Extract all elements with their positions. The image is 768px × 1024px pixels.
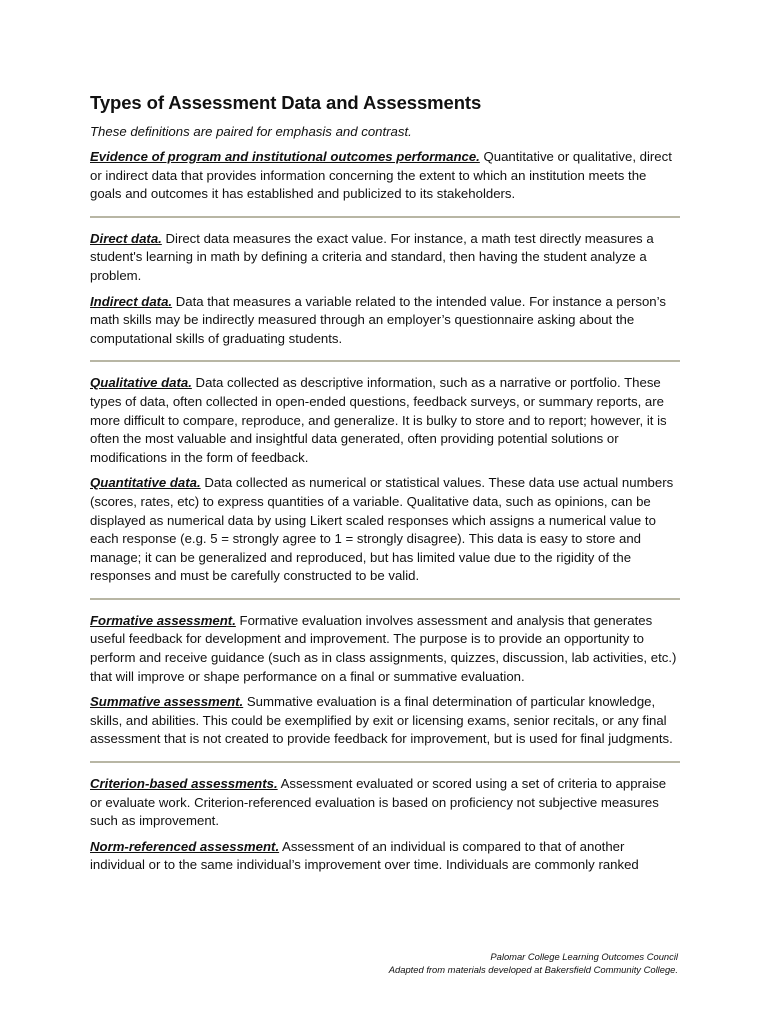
- page-footer: [389, 950, 678, 976]
- document-page: [90, 92, 680, 882]
- page-subtitle: These definitions are paired for emphasis and contrast.: [90, 124, 412, 139]
- definition-paragraph: [90, 693, 680, 749]
- definition-text: Formative evaluation involves assessment and analysis that generates useful feedback for development and improvement. The purpose is to provide an opportunity to perform and receive guidance (such as in class assignments, quizzes, discussion, lab activities, etc.) that will improve or shape performance on a final or summative evaluation.: [90, 612, 677, 684]
- definition-paragraph: [90, 230, 680, 286]
- section-divider: [90, 598, 680, 600]
- definition-text: Quantitative or qualitative, direct or indirect data that provides information concerning the extent to which an institution meets the goals and outcomes it has established and publicized to its stakeholders.: [90, 149, 672, 202]
- definition-term: Indirect data.: [90, 293, 173, 309]
- section-divider: [90, 761, 680, 763]
- footer-council: Palomar College Learning Outcomes Council: [490, 951, 678, 962]
- definition-text: Data that measures a variable related to the intended value. For instance a person’s math skills may be indirectly measured through an employer’s questionnaire asking about the computational skills of graduating students.: [90, 293, 666, 346]
- section-direct-indirect: [90, 230, 680, 349]
- section-divider: [90, 360, 680, 362]
- definition-text: Assessment of an individual is compared to that of another individual or to the same individual’s improvement over time. Individuals are commonly ranked: [90, 838, 639, 873]
- definition-text: Data collected as numerical or statistical values. These data use actual numbers (scores, rates, etc) to express quantities of a variable. Qualitative data, such as opinions, can be displayed as numerical data by using Likert scaled responses which assigns a numerical value to each response (e.g. 5 = strongly agree to 1 = strongly disagree). This data is easy to store and manage; it can be generalized and reproduced, but has limited value due to the rigidity of the responses and must be carefully constructed to be valid.: [90, 475, 674, 584]
- section-qualitative-quantitative: [90, 374, 680, 586]
- definition-paragraph: [90, 612, 680, 686]
- section-outcomes-evidence: [90, 148, 680, 204]
- definition-term: Direct data.: [90, 230, 162, 246]
- section-formative-summative: [90, 612, 680, 749]
- definition-paragraph: [90, 293, 680, 349]
- footer-attribution: Adapted from materials developed at Bakersfield Community College.: [388, 964, 678, 975]
- definition-term: Criterion-based assessments.: [90, 776, 278, 792]
- definition-term: Summative assessment.: [90, 694, 244, 710]
- section-divider: [90, 216, 680, 218]
- definition-paragraph: [90, 374, 680, 467]
- definition-text: Summative evaluation is a final determination of particular knowledge, skills, and abilities. This could be exemplified by exit or licensing exams, senior recitals, or any final assessment that is not created to provide feedback for improvement, but is used for final judgments.: [90, 694, 673, 747]
- definition-paragraph: [90, 838, 680, 875]
- page-title: Types of Assessment Data and Assessments: [90, 92, 482, 113]
- definition-paragraph: [90, 148, 680, 204]
- definition-text: Direct data measures the exact value. For instance, a math test directly measures a student's learning in math by defining a criteria and standard, then having the student analyze a problem.: [90, 230, 654, 283]
- section-criterion-norm: [90, 775, 680, 875]
- definition-term: Formative assessment.: [90, 612, 236, 628]
- definition-term: Norm-referenced assessment.: [90, 838, 280, 854]
- definition-text: Assessment evaluated or scored using a set of criteria to appraise or evaluate work. Criterion-referenced evaluation is based on proficiency not subjective measures such as improvement.: [90, 776, 667, 829]
- definition-term: Qualitative data.: [90, 375, 192, 391]
- definition-paragraph: [90, 775, 680, 831]
- definition-paragraph: [90, 474, 680, 586]
- definition-term: Evidence of program and institutional outcomes performance.: [90, 149, 480, 164]
- definition-term: Quantitative data.: [90, 475, 201, 491]
- definition-text: Data collected as descriptive information, such as a narrative or portfolio. These types of data, often collected in open-ended questions, feedback surveys, or summary reports, are more difficult to compare, reproduce, and generalize. It is bulky to store and to report; however, it is often the most valuable and insightful data generated, often providing potential solutions or modifications in the form of feedback.: [90, 375, 667, 465]
